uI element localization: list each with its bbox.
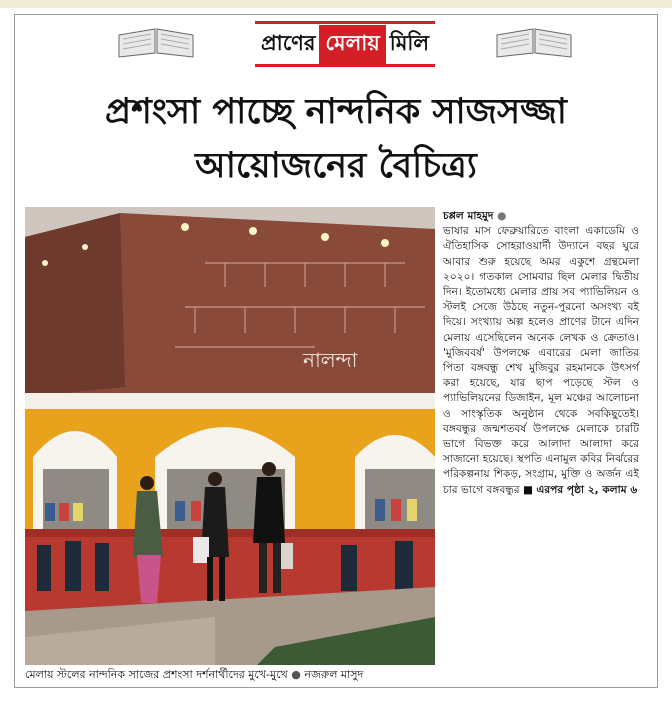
headline-line-1: প্রশংসা পাচ্ছে নান্দনিক সাজসজ্জা xyxy=(105,92,567,132)
photo-caption xyxy=(25,665,435,685)
article-text: ভাষার মাস ফেব্রুয়ারিতে বাংলা একাডেমি ও ঐতিহাসিক সোহরাওয়ার্দী উদ্যানে বছর ঘুরে আবার শুরু হয়েছে অমর একুশে গ্রন্থমেলা ২০২০। গতকাল সোমবার ছিল মেলার দ্বিতীয় দিন। ইতোমধ্যে মেলার প্রায় সব প্যাভিলিয়ন ও স্টলই সেজে উঠছে নতুন-পুরনো অসংখ্য বই দিয়ে। সংখ্যায় অল্প হলেও প্রাণের টানে এদিন মেলায় এসেছিলেন অনেক লেখক ও ক্রেতাও। 'মুজিববর্ষ' উপলক্ষে এবারের মেলা জাতির পিতা বঙ্গবন্ধু শেখ মুজিবুর রহমানকে উৎসর্গ করা হয়েছে, যার ছাপ পড়েছে স্টল ও প্যাভিলিয়নের ডিজাইন, মূল মঞ্চের আলোচনা ও সাংস্কৃতিক অনুষ্ঠান থেকে সবকিছুতেই। বঙ্গবন্ধুর জন্মশতবর্ষ উপলক্ষে মেলাকে চারটি ভাগে বিভক্ত করে আলাদা আলাদা করে সাজানো হয়েছে। স্থপতি এনামুল কবির নির্ঝরের পরিকল্পনায় শিকড়, সংগ্রাম, মুক্তি ও অর্জন এই চার ভাগে বঙ্গবন্ধুর xyxy=(443,225,639,496)
continue-marker-icon: ■ xyxy=(522,483,537,496)
article-byline xyxy=(443,210,506,222)
bullet-icon: ● xyxy=(291,668,305,681)
section-banner xyxy=(115,21,575,67)
banner-title-pre: প্রাণের xyxy=(260,30,316,55)
caption-text: মেলায় স্টলের নান্দনিক সাজের প্রশংসা দর্শনার্থীদের মুখে-মুখে xyxy=(25,668,288,681)
headline-line-2: আয়োজনের বৈচিত্র্য xyxy=(195,146,477,186)
newspaper-clipping xyxy=(14,14,658,688)
bullet-icon: ● xyxy=(497,210,507,222)
stall-sign-text: নালন্দা xyxy=(303,350,358,372)
news-photo xyxy=(25,207,435,677)
banner-title-post: মিলি xyxy=(389,30,430,55)
banner-title xyxy=(255,21,435,67)
book-fair-stall-illustration xyxy=(25,207,435,677)
page-top-strip xyxy=(0,0,672,8)
caption-credit: নজরুল মাসুদ xyxy=(304,668,364,681)
author-name: চপ্পল মাহমুদ xyxy=(443,210,494,222)
open-book-icon xyxy=(493,25,575,59)
banner-title-highlight: মেলায় xyxy=(319,25,385,64)
continued-note: এরপর পৃষ্ঠা ২, কলাম ৬ xyxy=(536,483,638,496)
headline xyxy=(15,85,657,193)
open-book-icon xyxy=(115,25,197,59)
article-body xyxy=(443,209,639,498)
